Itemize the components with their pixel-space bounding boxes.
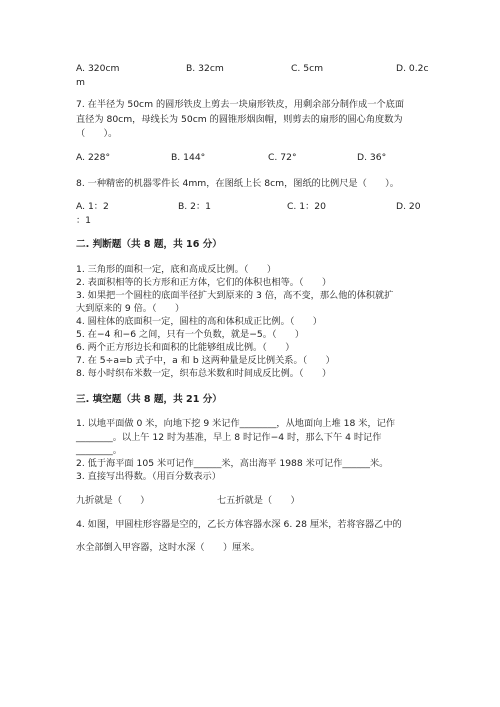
- q6-option-b: B. 32cm: [186, 63, 224, 74]
- section-title-fill-in: 三. 填空题（共 8 题，共 21 分）: [76, 394, 222, 405]
- fill-q3: 3. 直接写出得数。（用百分数表示）: [76, 471, 221, 482]
- q8-option-b: B. 2：1: [178, 201, 212, 212]
- fill-q3-left: 九折就是（ ）: [76, 495, 150, 506]
- q6-option-c: C. 5cm: [291, 63, 324, 74]
- q7-stem-line2: 直径为 80cm，母线长为 50cm 的圆锥形烟囱帽，则剪去的扇形的圆心角度数为: [76, 114, 403, 125]
- q7-option-a: A. 228°: [76, 152, 111, 163]
- judgement-item: 4. 圆柱体的底面积一定，圆柱的高和体积成正比例。（ ）: [76, 316, 322, 327]
- judgement-item: 1. 三角形的面积一定，底和高成反比例。（ ）: [76, 264, 277, 275]
- q7-option-b: B. 144°: [171, 152, 206, 163]
- fill-q1-line1: 1. 以地平面做 0 米，向地下挖 9 米记作________，从地面向上堆 18 米，记作: [76, 418, 396, 429]
- judgement-item: 2. 表面积相等的长方形和正方体，它们的体积也相等。（ ）: [76, 277, 332, 288]
- q8-option-a: A. 1：2: [76, 201, 109, 212]
- q7-option-c: C. 72°: [268, 152, 297, 163]
- judgement-item: 7. 在 5÷a=b 式子中，a 和 b 这两种量是反比例关系。（ ）: [76, 355, 335, 366]
- fill-q3-right: 七五折就是（ ）: [217, 495, 300, 506]
- fill-q4-line2: 水全部倒入甲容器，这时水深（ ）厘米。: [76, 542, 260, 553]
- q6-option-a: A. 320cm: [76, 63, 120, 74]
- fill-q1-line3: ________。: [76, 445, 122, 456]
- q6-option-d-continued: m: [76, 77, 85, 88]
- judgement-item: 8. 每小时织布米数一定，织布总米数和时间成反比例。（ ）: [76, 368, 332, 379]
- q6-option-d: D. 0.2c: [396, 63, 429, 74]
- q8-option-c: C. 1：20: [287, 201, 326, 212]
- q8-stem: 8. 一种精密的机器零件长 4mm，在图纸上长 8cm，图纸的比例尺是（ ）。: [76, 178, 399, 189]
- q7-stem-line3: （ ）。: [76, 128, 118, 139]
- q7-stem-line1: 7. 在半径为 50cm 的圆形铁皮上剪去一块扇形铁皮，用剩余部分制作成一个底面: [76, 99, 405, 110]
- fill-q1-line2: ________。以上午 12 时为基准，早上 8 时记作−4 时，那么下午 4 时记作: [76, 432, 382, 443]
- judgement-item-continued: 大到原来的 9 倍。（ ）: [76, 303, 185, 314]
- section-title-judgement: 二. 判断题（共 8 题，共 16 分）: [76, 239, 222, 250]
- fill-q2: 2. 低于海平面 105 米可记作______米，高出海平 1988 米可记作______米。: [76, 458, 389, 469]
- fill-q4-line1: 4. 如图，甲圆柱形容器是空的，乙长方体容器水深 6. 28 厘米，若将容器乙中的: [76, 519, 402, 530]
- judgement-item: 6. 两个正方形边长和面积的比能够组成比例。（ ）: [76, 342, 295, 353]
- q8-option-d: D. 20: [396, 201, 421, 212]
- judgement-item: 5. 在−4 和−6 之间，只有一个负数，就是−5。（ ）: [76, 329, 305, 340]
- judgement-item: 3. 如果把一个圆柱的底面半径扩大到原来的 3 倍，高不变，那么他的体积就扩: [76, 290, 394, 301]
- q7-option-d: D. 36°: [357, 152, 387, 163]
- q8-option-d-continued: ：1: [76, 215, 92, 226]
